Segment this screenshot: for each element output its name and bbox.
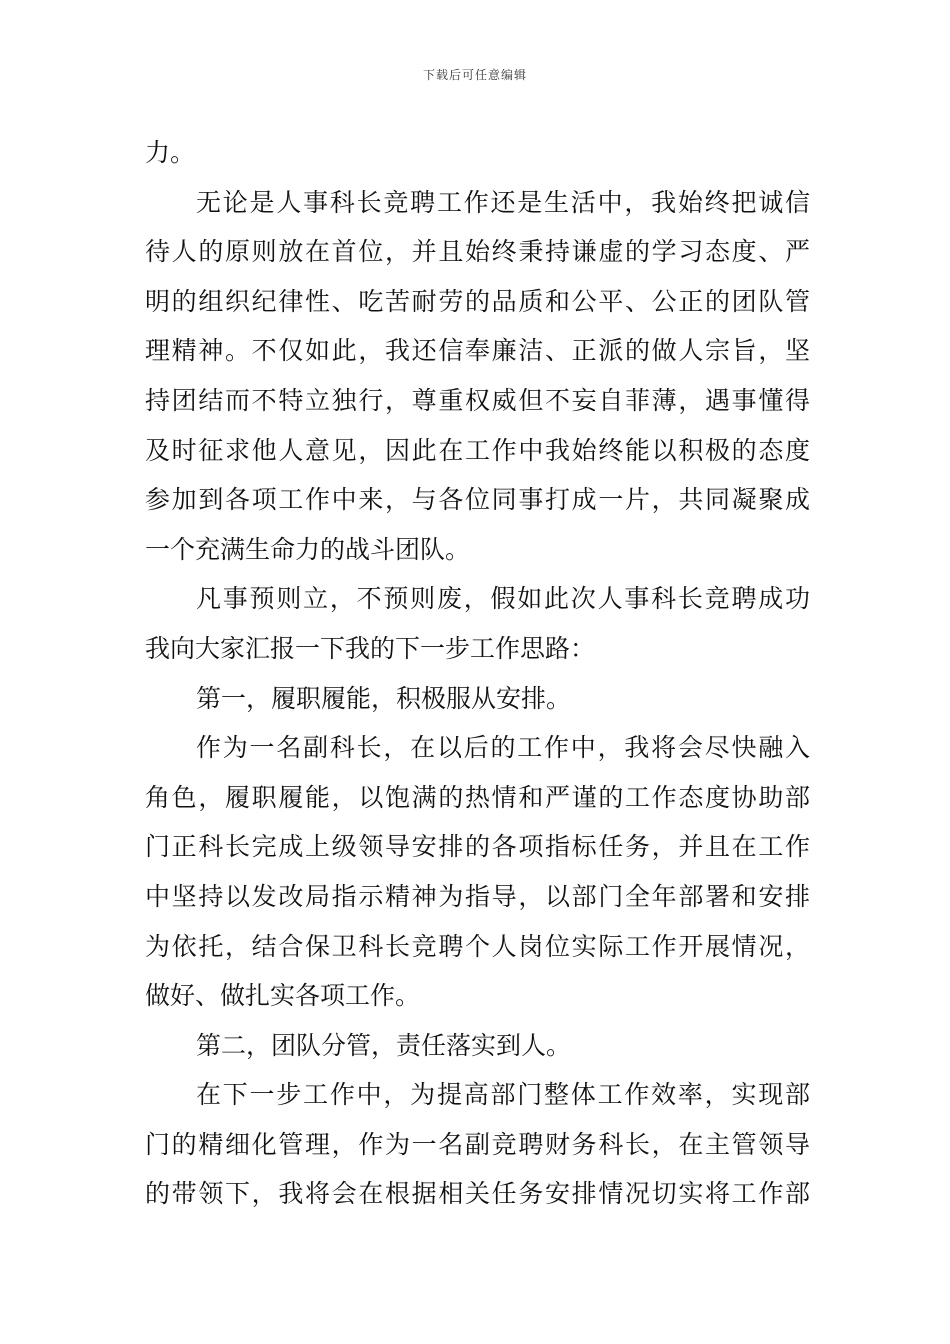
text-line: 中坚持以发改局指示精神为指导，以部门全年部署和安排 [145,881,810,911]
text-line: 角色，履职履能，以饱满的热情和严谨的工作态度协助部 [145,782,810,812]
text-line: 明的组织纪律性、吃苦耐劳的品质和公平、公正的团队管 [145,286,810,316]
text-line: 参加到各项工作中来，与各位同事打成一片，共同凝聚成 [145,485,810,515]
text-line: 在下一步工作中，为提高部门整体工作效率，实现部 [196,1080,810,1110]
body-text [145,128,810,1219]
text-line: 一个充满生命力的战斗团队。 [145,534,471,564]
text-line: 持团结而不特立独行，尊重权威但不妄自菲薄，遇事懂得 [145,385,810,415]
text-line: 及时征求他人意见，因此在工作中我始终能以积极的态度 [145,435,810,465]
text-line: 的带领下，我将会在根据相关任务安排情况切实将工作部 [145,1179,810,1209]
text-line: 做好、做扎实各项工作。 [145,981,421,1011]
text-line: 作为一名副科长，在以后的工作中，我将会尽快融入 [196,733,810,763]
text-line: 凡事预则立，不预则废，假如此次人事科长竞聘成功 [196,584,810,614]
text-line: 我向大家汇报一下我的下一步工作思路： [145,633,596,663]
text-line: 第一，履职履能，积极服从安排。 [196,683,572,713]
text-line: 第二，团队分管，责任落实到人。 [196,1030,572,1060]
text-line: 力。 [145,138,196,167]
header-note: 下载后可任意编辑 [422,68,527,82]
text-line: 待人的原则放在首位，并且始终秉持谦虚的学习态度、严 [145,237,810,267]
text-line: 为依托，结合保卫科长竞聘个人岗位实际工作开展情况， [145,931,810,961]
text-line: 理精神。不仅如此，我还信奉廉洁、正派的做人宗旨，坚 [145,336,810,366]
text-line: 门的精细化管理，作为一名副竞聘财务科长，在主管领导 [145,1129,810,1159]
text-line: 门正科长完成上级领导安排的各项指标任务，并且在工作 [145,832,810,862]
text-line: 无论是人事科长竞聘工作还是生活中，我始终把诚信 [196,187,810,217]
